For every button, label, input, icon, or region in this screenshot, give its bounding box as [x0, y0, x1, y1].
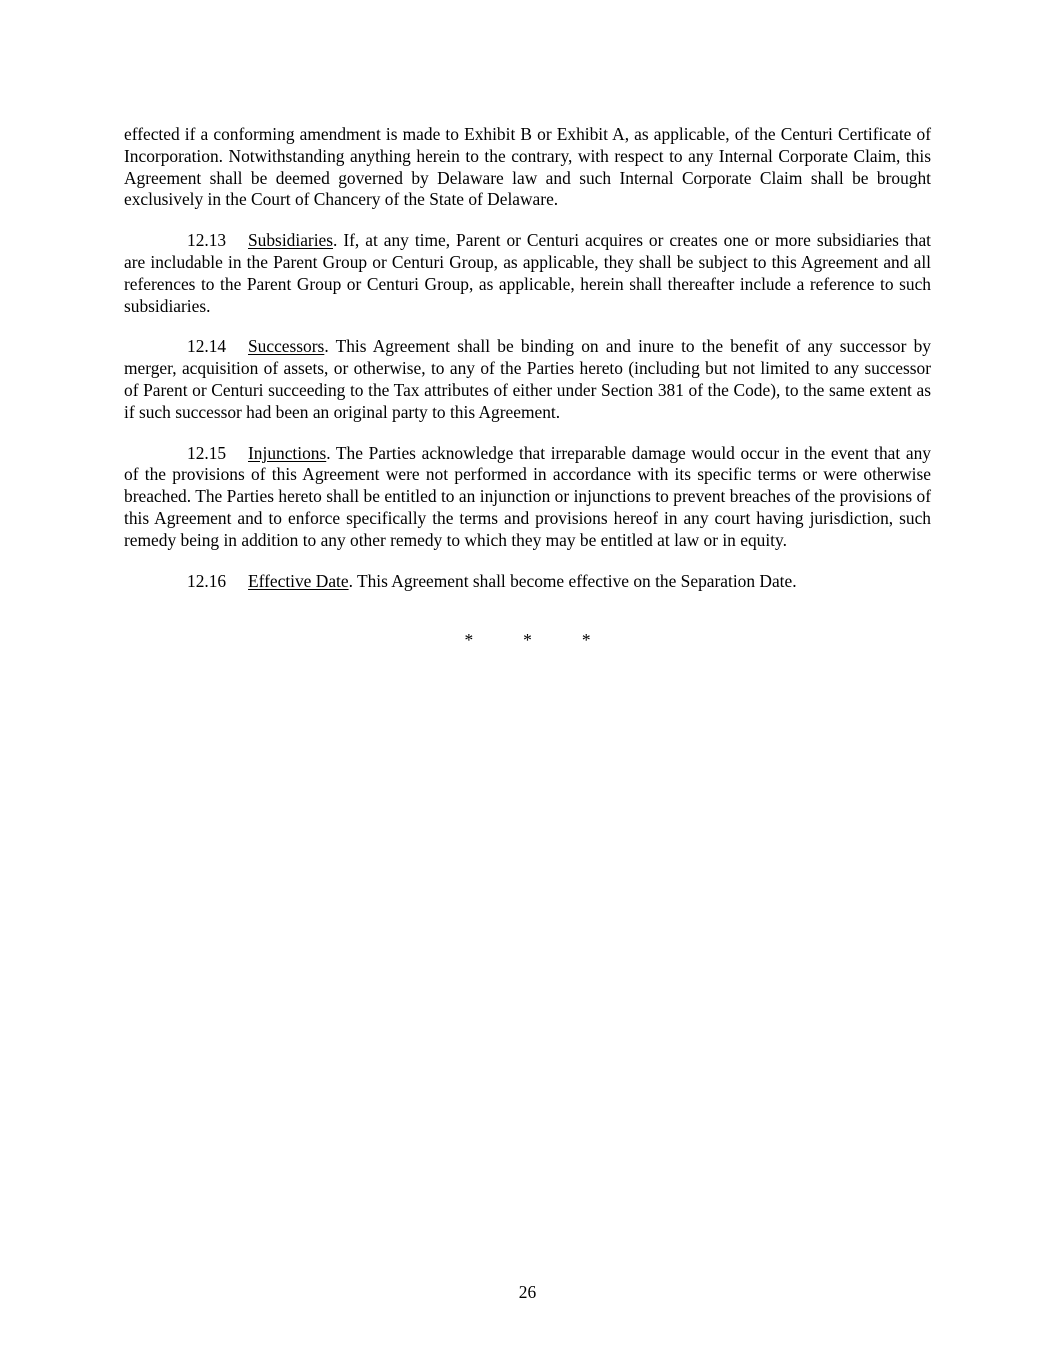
- section-separator: [0, 630, 1055, 652]
- section-text: . The Parties acknowledge that irreparable damage would occur in the event that any of the provisions of this Agreement were not performed in accordance with its specific terms or were otherwise breached. The Parties hereto shall be entitled to an injunction or injunctions to prevent breaches of the provisions of this Agreement and to enforce specifically the terms and provisions hereof in any court having jurisdiction, such remedy being in addition to any other remedy to which they may be entitled at law or in equity.: [124, 442, 931, 550]
- section-number: 12.13: [187, 230, 227, 251]
- section-heading: Injunctions: [248, 442, 327, 463]
- section-heading: Subsidiaries: [248, 230, 334, 251]
- section-12-15: [124, 443, 931, 552]
- section-number: 12.16: [187, 570, 227, 591]
- separator-star: *: [464, 630, 474, 650]
- section-12-14: [124, 336, 931, 423]
- section-text: . This Agreement shall become effective on the Separation Date.: [348, 570, 797, 591]
- section-12-16: [124, 571, 931, 593]
- section-heading: Successors: [248, 336, 325, 357]
- section-number: 12.14: [187, 336, 227, 357]
- section-12-13: [124, 230, 931, 317]
- section-text: . If, at any time, Parent or Centuri acquires or creates one or more subsidiaries that are includable in the Parent Group or Centuri Group, as applicable, they shall be subject to this Agreement and all references to the Parent Group or Centuri Group, as applicable, herein shall thereafter include a reference to such subsidiaries.: [124, 230, 931, 316]
- page-number: 26: [518, 1282, 537, 1302]
- document-body: [124, 124, 931, 611]
- section-heading: Effective Date: [248, 570, 349, 591]
- section-text: . This Agreement shall be binding on and inure to the benefit of any successor by merger, acquisition of assets, or otherwise, to any of the Parties hereto (including but not limited to any successor of Parent or Centuri succeeding to the Tax attributes of either under Section 381 of the Code), to the same extent as if such successor had been an original party to this Agreement.: [124, 336, 931, 422]
- section-number: 12.15: [187, 442, 227, 463]
- separator-star: *: [581, 630, 591, 650]
- continuation-paragraph: effected if a conforming amendment is made to Exhibit B or Exhibit A, as applicable, of the Centuri Certificate of Incorporation. Notwithstanding anything herein to the contrary, with respect to any Internal Corporate Claim, this Agreement shall be deemed governed by Delaware law and such Internal Corporate Claim shall be brought exclusively in the Court of Chancery of the State of Delaware.: [124, 124, 931, 210]
- separator-star: *: [523, 630, 532, 650]
